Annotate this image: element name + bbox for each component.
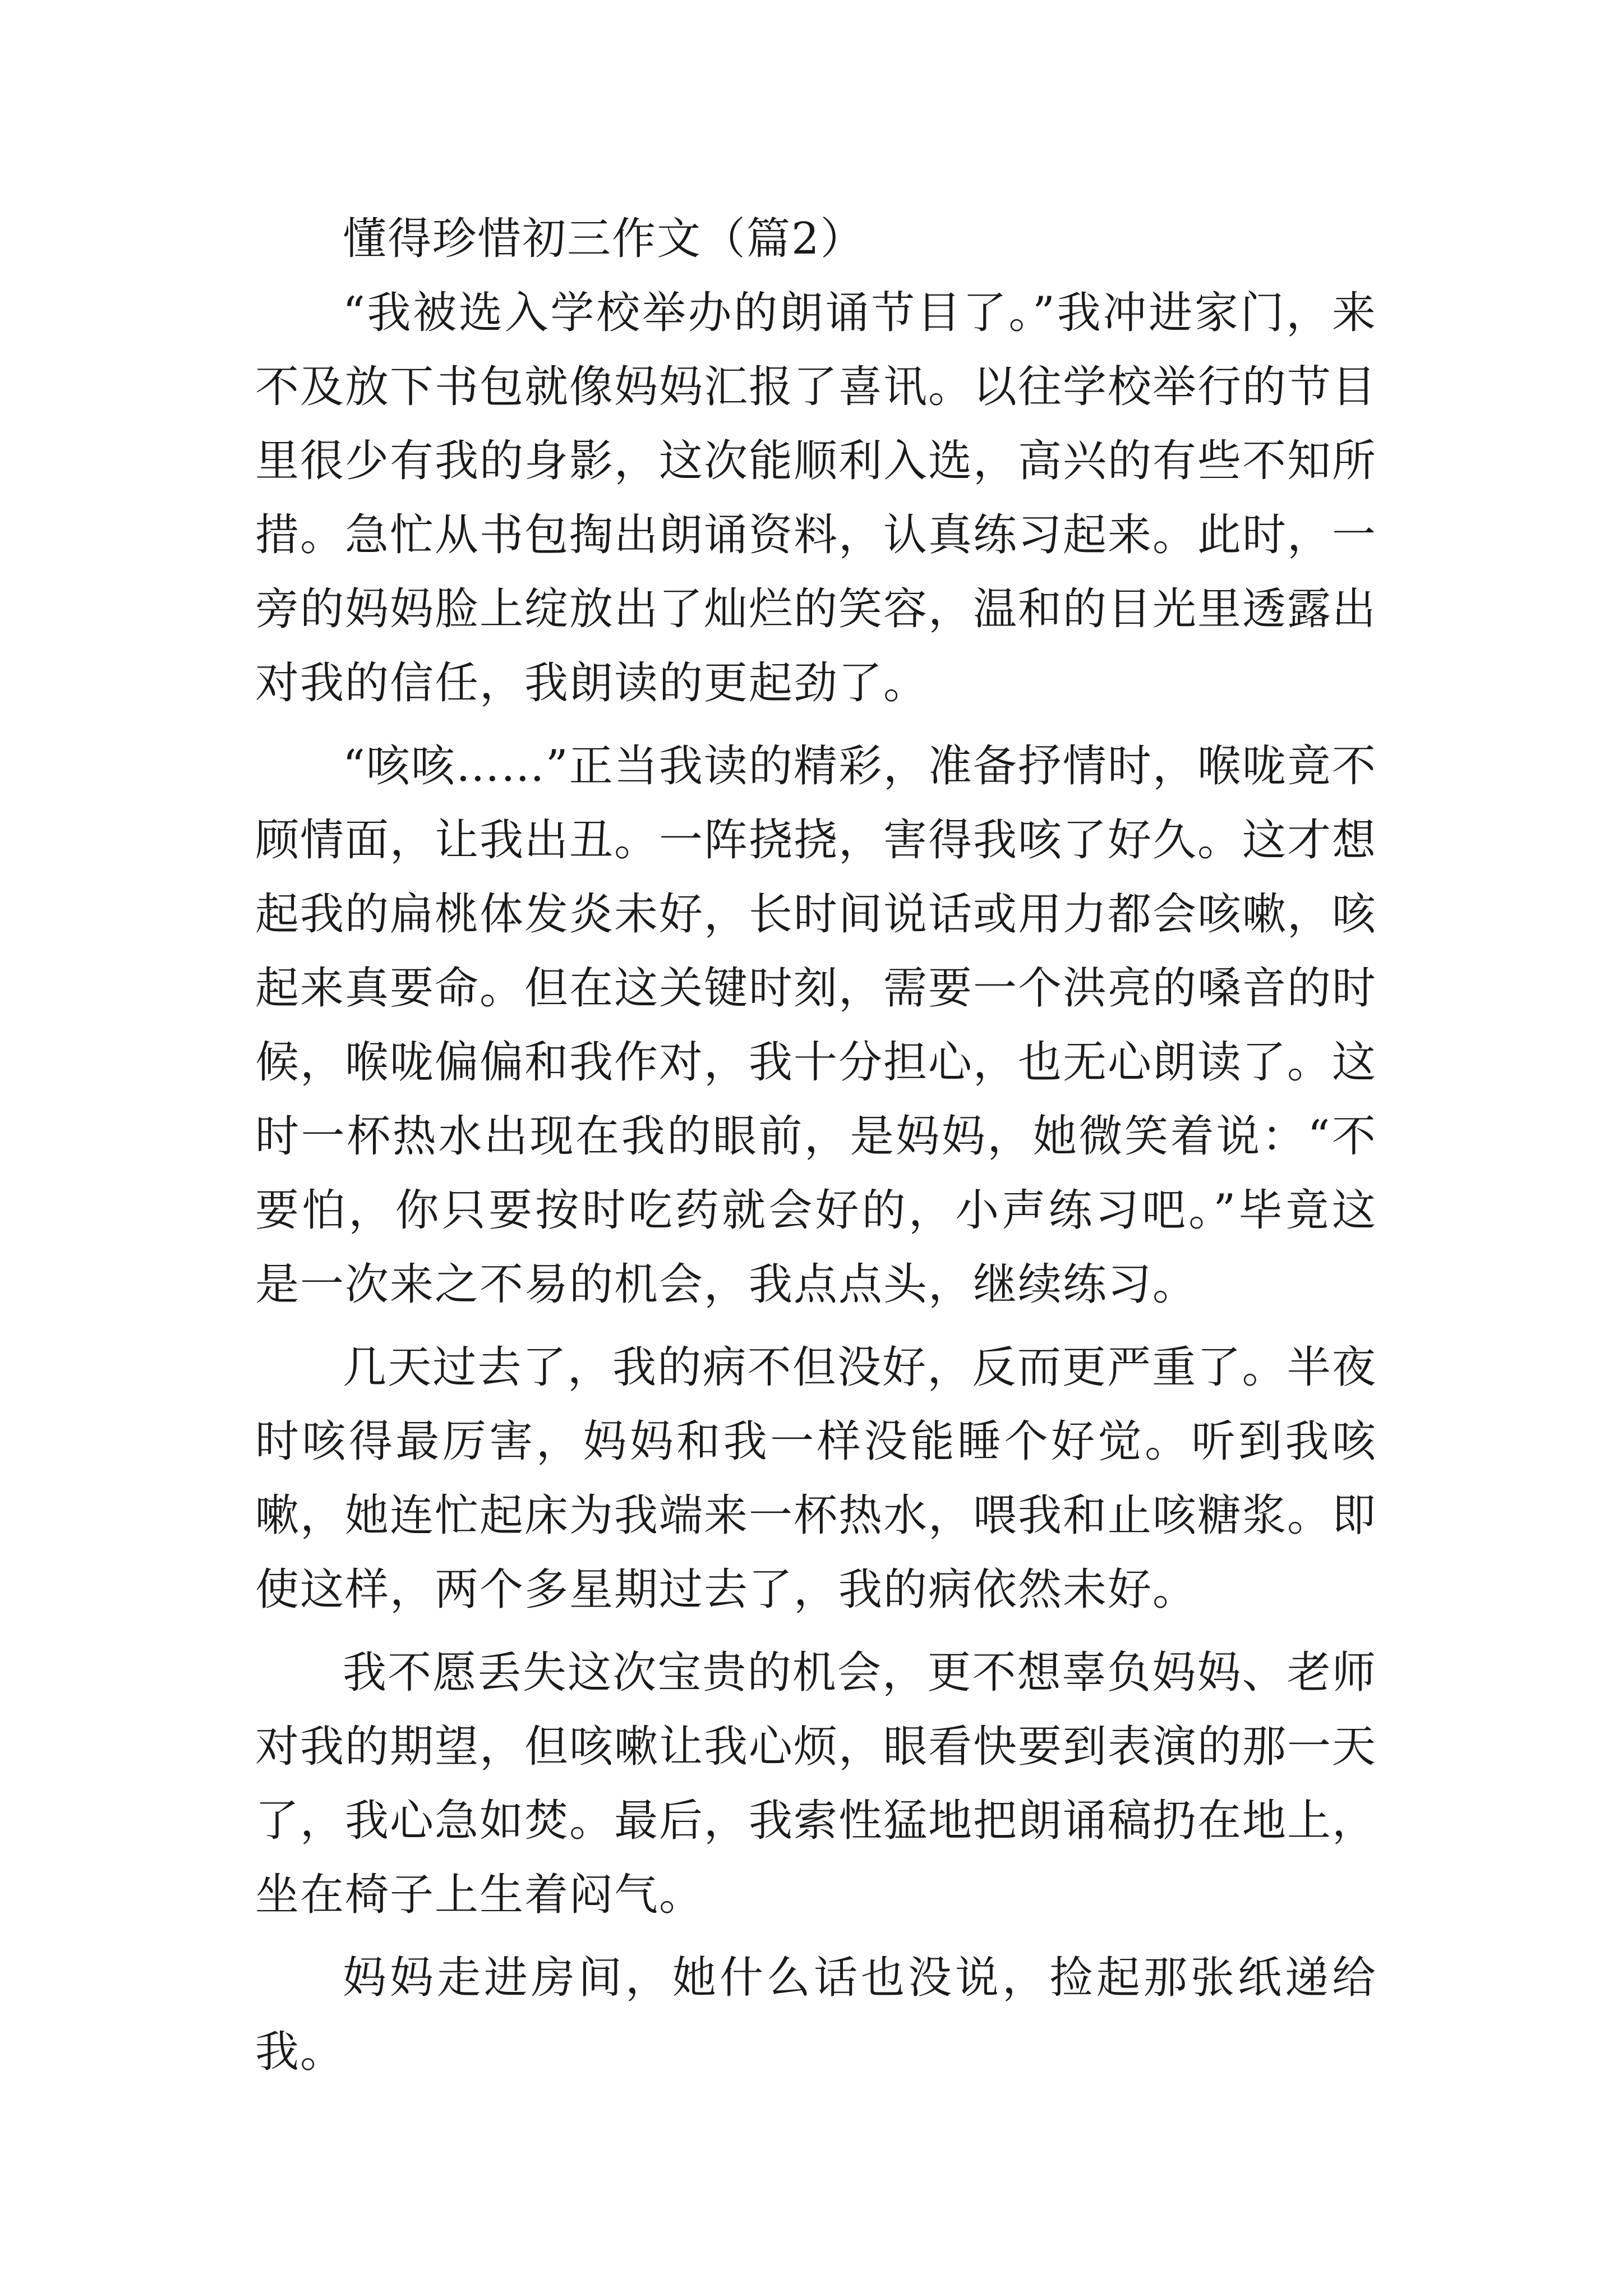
paragraph-1: “我被选入学校举办的朗诵节目了。”我冲进家门，来不及放下书包就像妈妈汇报了喜讯。以往学校举行的节目里很少有我的身影，这次能顺利入选，高兴的有些不知所措。急忙从书包掏出朗诵资料，认真练习起来。此时，一旁的妈妈脸上绽放出了灿烂的笑容，温和的目光里透露出对我的信任，我朗读的更起劲了。 bbox=[255, 288, 1377, 708]
paragraph-5: 妈妈走进房间，她什么话也没说，捡起那张纸递给我。 bbox=[255, 1953, 1377, 2077]
paragraph-4: 我不愿丢失这次宝贵的机会，更不想辜负妈妈、老师对我的期望，但咳嗽让我心烦，眼看快要到表演的那一天了，我心急如焚。最后，我索性猛地把朗诵稿扔在地上，坐在椅子上生着闷气。 bbox=[255, 1648, 1377, 1920]
paragraph-3: 几天过去了，我的病不但没好，反而更严重了。半夜时咳得最厉害，妈妈和我一样没能睡个好觉。听到我咳嗽，她连忙起床为我端来一杯热水，喂我和止咳糖浆。即使这样，两个多星期过去了，我的病依然未好。 bbox=[255, 1342, 1377, 1615]
paragraph-2: “咳咳……”正当我读的精彩，准备抒情时，喉咙竟不顾情面，让我出丑。一阵挠挠，害得我咳了好久。这才想起我的扁桃体发炎未好，长时间说话或用力都会咳嗽，咳起来真要命。但在这关键时刻，需要一个洪亮的嗓音的时候，喉咙偏偏和我作对，我十分担心，也无心朗读了。这时一杯热水出现在我的眼前，是妈妈，她微笑着说：“不要怕，你只要按时吃药就会好的，小声练习吧。”毕竟这是一次来之不易的机会，我点点头，继续练习。 bbox=[255, 741, 1377, 1310]
document-title: 懂得珍惜初三作文（篇2） bbox=[343, 214, 865, 264]
document-body bbox=[255, 202, 1377, 2098]
